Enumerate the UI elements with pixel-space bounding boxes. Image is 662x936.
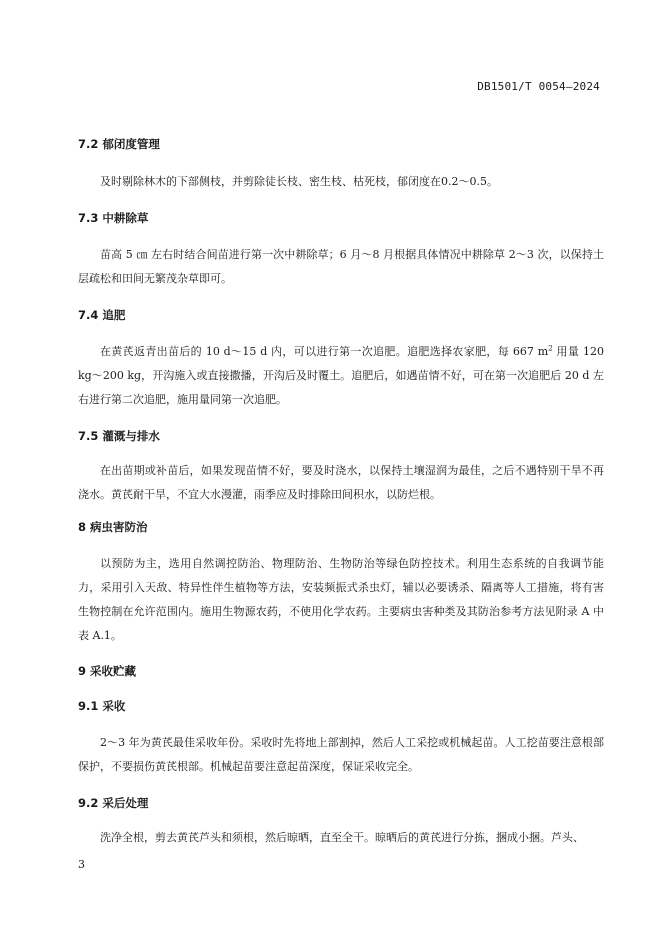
section-paragraph-7-2: 及时剔除林木的下部侧枝，并剪除徒长枝、密生枝、枯死枝，郁闭度在0.2～0.5。 (100, 175, 498, 188)
section-heading-9-1: 9.1 采收 (78, 699, 126, 713)
document-code: DB1501/T 0054—2024 (477, 80, 600, 93)
section-heading-7-4: 7.4 追肥 (78, 308, 126, 322)
section-heading-8: 8 病虫害防治 (78, 520, 148, 534)
section-heading-7-3: 7.3 中耕除草 (78, 211, 149, 225)
superscript-2: 2 (548, 344, 553, 353)
section-paragraph-7-4 (78, 340, 604, 412)
section-paragraph-9-2: 洗净全根，剪去黄芪芦头和须根，然后晾晒，直至全干。晾晒后的黄芪进行分拣，捆成小捆。芦头、 (100, 831, 584, 844)
section-paragraph-7-3: 苗高 5 ㎝ 左右时结合间苗进行第一次中耕除草；6 月～8 月根据具体情况中耕除草 2～3 次，以保持土层疏松和田间无繁茂杂草即可。 (78, 248, 604, 285)
section-heading-9: 9 采收贮藏 (78, 664, 137, 678)
section-paragraph-8: 以预防为主，选用自然调控防治、物理防治、生物防治等绿色防控技术。利用生态系统的自我调节能力，采用引入天敌、特异性伴生植物等方法，安装频振式杀虫灯，辅以必要诱杀、隔离等人工措施，将有害生物控制在允许范围内。施用生物源农药，不使用化学农药。主要病虫害种类及其防治参考方法见附录 A 中表 A.1。 (78, 557, 604, 642)
section-paragraph-7-5: 在出苗期或补苗后，如果发现苗情不好，要及时浇水，以保持土壤湿润为最佳，之后不遇特别干旱不再浇水。黄芪耐干旱，不宜大水漫灌，雨季应及时排除田间积水，以防烂根。 (78, 464, 604, 501)
paragraph-text: 用量 120 kg～200 kg，开沟施入或直接撒播，开沟后及时覆土。追肥后，如遇苗情不好，可在第一次追肥后 20 d 左右进行第二次追肥，施用量同第一次追肥。 (78, 345, 604, 406)
section-heading-7-2: 7.2 郁闭度管理 (78, 137, 160, 151)
section-paragraph-9-1: 2～3 年为黄芪最佳采收年份。采收时先将地上部割掉，然后人工采挖或机械起苗。人工挖苗要注意根部保护，不要损伤黄芪根部。机械起苗要注意起苗深度，保证采收完全。 (78, 736, 604, 773)
section-heading-9-2: 9.2 采后处理 (78, 796, 149, 810)
paragraph-text: 在黄芪返青出苗后的 10 d～15 d 内，可以进行第一次追肥。追肥选择农家肥，每 667 m (100, 345, 549, 358)
section-heading-7-5: 7.5 灌溉与排水 (78, 429, 160, 443)
page-number: 3 (78, 858, 85, 871)
